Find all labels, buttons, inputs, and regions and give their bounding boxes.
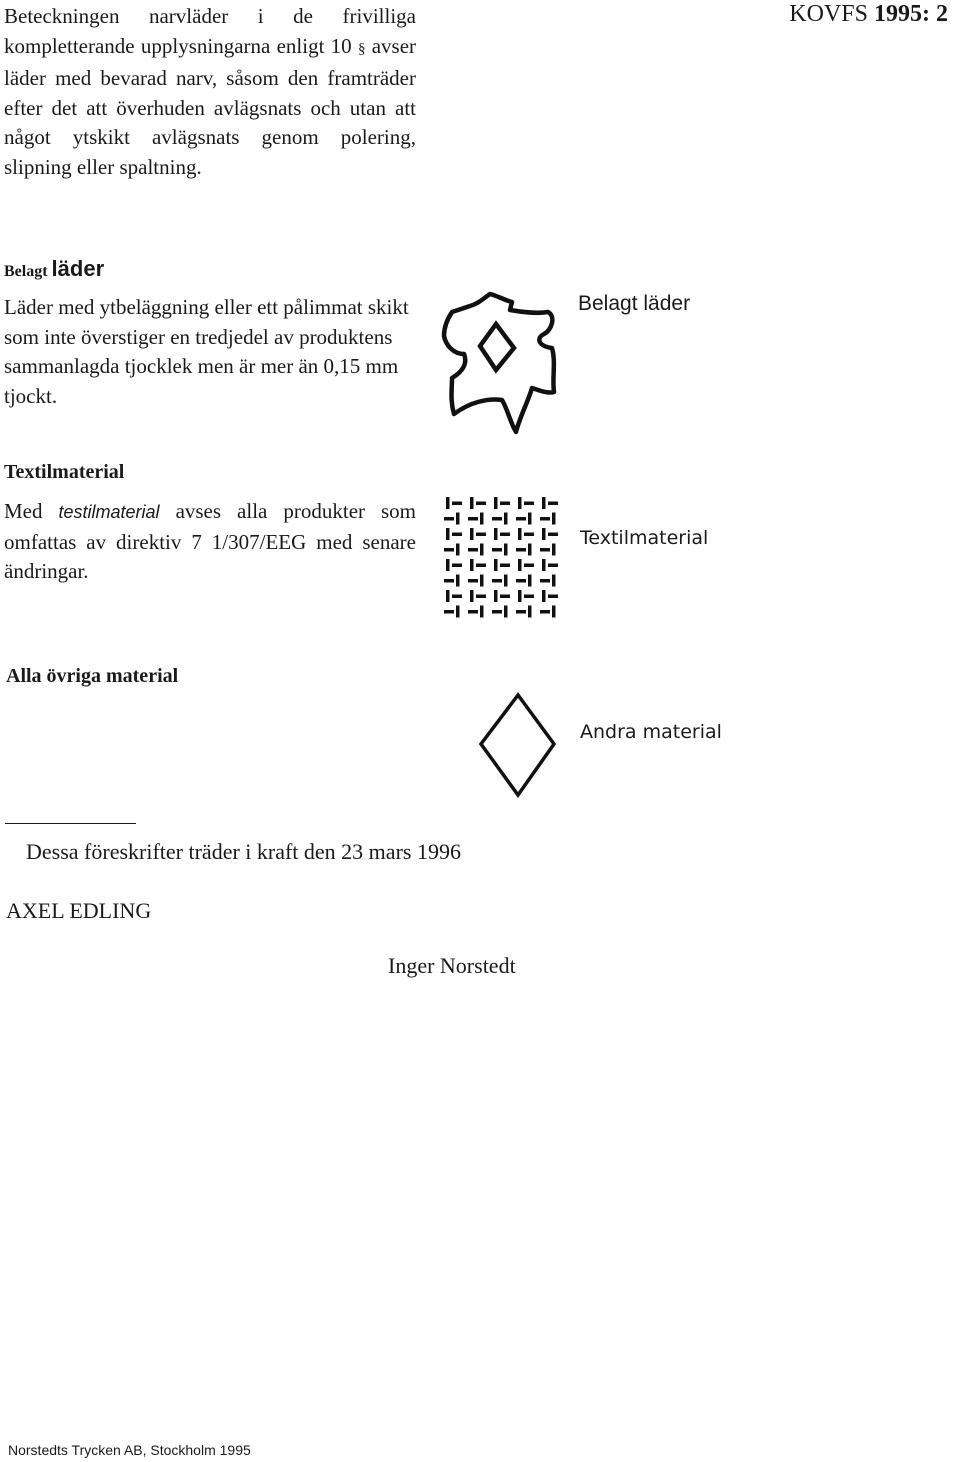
weave-weft: [540, 548, 550, 552]
signer-1: AXEL EDLING: [6, 898, 152, 923]
weave-warp: [528, 606, 532, 618]
weave-warp: [494, 559, 498, 571]
weave-warp: [470, 559, 474, 571]
belagt-lader-body: Läder med ytbeläggning eller ett pålimmat skikt som inte överstiger en tredjedel av produktens sammanlagda tjocklek men är mer än 0,15 mm tjockt.: [4, 295, 409, 408]
document-id-number: 1995: 2: [874, 1, 948, 27]
weave-weft: [476, 595, 486, 599]
weave-warp: [494, 528, 498, 540]
heading-ovriga-material: Alla övriga material: [6, 665, 179, 687]
weave-weft: [540, 517, 550, 521]
weave-warp: [456, 575, 460, 587]
weave-weft: [524, 502, 534, 506]
weave-warp: [542, 559, 546, 571]
weave-warp: [446, 590, 450, 602]
weave-weft: [540, 579, 550, 583]
weave-weft: [476, 564, 486, 568]
hide-diamond: [480, 324, 514, 370]
weave-weft: [548, 502, 558, 506]
weave-warp: [528, 575, 532, 587]
weave-weft: [444, 548, 454, 552]
textilmaterial-body: [4, 497, 416, 587]
weave-weft: [468, 548, 478, 552]
belagt-lader-symbol-label: Belagt läder: [578, 292, 691, 315]
weave-warp: [480, 575, 484, 587]
heading-belagt-small: Belagt: [4, 263, 48, 280]
weave-warp: [552, 513, 556, 525]
weave-weft: [492, 548, 502, 552]
weave-warp: [504, 575, 508, 587]
weave-weft: [548, 533, 558, 537]
weave-warp: [446, 497, 450, 509]
weave-weft: [524, 564, 534, 568]
weave-warp: [470, 590, 474, 602]
heading-textilmaterial: Textilmaterial: [4, 461, 125, 483]
textil-body-end: avses alla produkter som omfattas av direktiv 7 1/307/EEG med senare ändringar.: [4, 499, 417, 583]
weave-weft: [548, 564, 558, 568]
weave-warp: [542, 497, 546, 509]
weave-warp: [456, 606, 460, 618]
signer-2: Inger Norstedt: [388, 953, 516, 978]
weave-warp: [552, 575, 556, 587]
andra-material-symbol-label: Andra material: [580, 721, 722, 743]
weave-warp: [542, 528, 546, 540]
section-sign: §: [357, 40, 366, 57]
weave-warp: [504, 544, 508, 556]
weave-warp: [446, 528, 450, 540]
weave-warp: [528, 544, 532, 556]
heading-belagt-lader: [4, 256, 104, 282]
weave-warp: [518, 528, 522, 540]
weave-warp: [518, 497, 522, 509]
weave-weft: [540, 610, 550, 614]
weave-warp: [494, 590, 498, 602]
printer-footer: Norstedts Trycken AB, Stockholm 1995: [8, 1442, 251, 1458]
weave-warp: [518, 559, 522, 571]
weave-warp: [456, 544, 460, 556]
textil-body-start: Med: [4, 499, 43, 523]
heading-belagt-big: läder: [51, 256, 105, 281]
weave-weft: [452, 502, 462, 506]
weave-weft: [516, 610, 526, 614]
weave-warp: [470, 497, 474, 509]
weave-warp: [518, 590, 522, 602]
weave-warp: [480, 606, 484, 618]
weave-weft: [468, 579, 478, 583]
weave-weft: [452, 595, 462, 599]
weave-warp: [494, 497, 498, 509]
weave-warp: [504, 606, 508, 618]
weave-weft: [444, 579, 454, 583]
weave-weft: [492, 610, 502, 614]
weave-weft: [492, 579, 502, 583]
weave-weft: [500, 595, 510, 599]
weave-warp: [470, 528, 474, 540]
weave-weft: [500, 533, 510, 537]
weave-weft: [500, 502, 510, 506]
divider-rule: [5, 823, 136, 824]
intro-text-start: Beteckningen narvläder i de frivilliga kompletterande upplysningarna enligt 10: [4, 4, 416, 58]
weave-warp: [552, 606, 556, 618]
weave-weft: [476, 533, 486, 537]
weave-weft: [516, 579, 526, 583]
weave-warp: [528, 513, 532, 525]
weave-warp: [552, 544, 556, 556]
weave-weft: [516, 548, 526, 552]
effective-date: Dessa föreskrifter träder i kraft den 23 mars 1996: [26, 839, 461, 864]
weave-weft: [476, 502, 486, 506]
intro-paragraph: [4, 2, 416, 182]
weave-warp: [542, 590, 546, 602]
weave-weft: [492, 517, 502, 521]
weave-warp: [504, 513, 508, 525]
weave-weft: [444, 610, 454, 614]
weave-weft: [500, 564, 510, 568]
coated-leather-hide-icon: [440, 290, 560, 435]
document-id-prefix: KOVFS: [789, 1, 868, 27]
textil-body-term: testilmaterial: [58, 502, 160, 522]
weave-warp: [480, 513, 484, 525]
weave-warp: [446, 559, 450, 571]
weave-weft: [524, 595, 534, 599]
weave-weft: [468, 610, 478, 614]
weave-weft: [516, 517, 526, 521]
weave-warp: [480, 544, 484, 556]
woven-textile-icon: [440, 495, 568, 623]
weave-warp: [456, 513, 460, 525]
document-id: [789, 0, 948, 28]
weave-weft: [452, 533, 462, 537]
weave-weft: [452, 564, 462, 568]
intro-text-end: avser läder med bevarad narv, såsom den framträder efter det att överhuden avlägsnats och utan att något ytskikt avlägsnats genom polering, slipning eller spaltning.: [4, 33, 417, 179]
weave-weft: [548, 595, 558, 599]
weave-weft: [444, 517, 454, 521]
textilmaterial-symbol-label: Textilmaterial: [580, 527, 709, 549]
diamond-icon: [478, 692, 558, 798]
weave-weft: [524, 533, 534, 537]
weave-weft: [468, 517, 478, 521]
